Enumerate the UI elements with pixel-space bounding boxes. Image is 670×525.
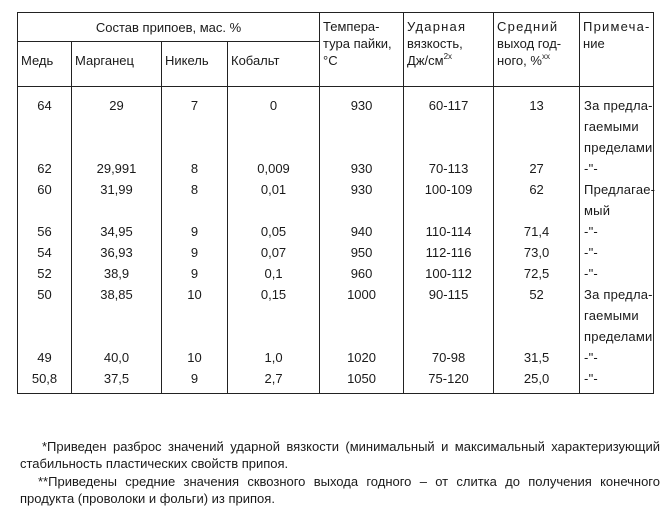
impact-cell: 70-98 <box>404 347 494 368</box>
temperature-cell <box>320 326 404 347</box>
cobalt-cell: 0,07 <box>228 242 320 263</box>
spacer-row <box>18 87 654 96</box>
note-cell: -"- <box>580 263 654 284</box>
cobalt-cell <box>228 305 320 326</box>
nickel-cell: 10 <box>162 284 228 305</box>
note-header <box>580 13 654 87</box>
cobalt-cell: 1,0 <box>228 347 320 368</box>
manganese-cell: 34,95 <box>72 221 162 242</box>
impact-header-line3: Дж/см <box>407 53 444 68</box>
impact-cell <box>404 326 494 347</box>
yield-cell: 73,0 <box>494 242 580 263</box>
temperature-cell: 940 <box>320 221 404 242</box>
table-row <box>18 326 654 347</box>
temperature-cell <box>320 200 404 221</box>
copper-cell: 50 <box>18 284 72 305</box>
yield-cell: 13 <box>494 95 580 116</box>
manganese-cell <box>72 116 162 137</box>
nickel-cell: 9 <box>162 263 228 284</box>
table-row <box>18 263 654 284</box>
note-cell: -"- <box>580 221 654 242</box>
copper-cell: 62 <box>18 158 72 179</box>
temperature-header-line2: тура пайки, <box>323 36 392 51</box>
yield-header-line1: Средний <box>497 19 559 34</box>
manganese-cell: 38,9 <box>72 263 162 284</box>
cobalt-cell: 0,1 <box>228 263 320 284</box>
table-row <box>18 137 654 158</box>
table-row <box>18 95 654 116</box>
yield-cell: 27 <box>494 158 580 179</box>
impact-cell <box>404 200 494 221</box>
footnote-1: *Приведен разброс значений ударной вязкости (минимальный и максимальный характеризующий стабильность пластических свойств припоя. <box>20 439 660 471</box>
yield-cell <box>494 200 580 221</box>
yield-header <box>494 13 580 87</box>
table-row <box>18 305 654 326</box>
copper-cell: 49 <box>18 347 72 368</box>
nickel-header: Никель <box>162 42 228 87</box>
cobalt-cell: 0,15 <box>228 284 320 305</box>
note-cell: гаемыми <box>580 305 654 326</box>
yield-cell: 62 <box>494 179 580 200</box>
copper-cell <box>18 137 72 158</box>
manganese-cell <box>72 305 162 326</box>
manganese-cell: 37,5 <box>72 368 162 389</box>
table-row <box>18 221 654 242</box>
nickel-cell <box>162 326 228 347</box>
temperature-cell: 930 <box>320 158 404 179</box>
yield-cell: 31,5 <box>494 347 580 368</box>
nickel-cell <box>162 116 228 137</box>
note-cell: -"- <box>580 242 654 263</box>
copper-cell <box>18 326 72 347</box>
footnotes <box>20 438 660 507</box>
nickel-cell <box>162 200 228 221</box>
table-end-row <box>18 389 654 394</box>
composition-group-header: Состав припоев, мас. % <box>18 13 320 42</box>
yield-cell <box>494 305 580 326</box>
nickel-cell: 7 <box>162 95 228 116</box>
cobalt-cell: 0,01 <box>228 179 320 200</box>
yield-cell: 52 <box>494 284 580 305</box>
impact-cell <box>404 116 494 137</box>
table-row <box>18 158 654 179</box>
nickel-cell: 8 <box>162 179 228 200</box>
nickel-cell <box>162 305 228 326</box>
manganese-cell: 38,85 <box>72 284 162 305</box>
yield-cell <box>494 116 580 137</box>
temperature-cell: 1000 <box>320 284 404 305</box>
yield-cell: 25,0 <box>494 368 580 389</box>
note-cell: гаемыми <box>580 116 654 137</box>
table-row <box>18 242 654 263</box>
impact-cell: 70-113 <box>404 158 494 179</box>
note-header-line2: ние <box>583 36 605 51</box>
yield-cell: 72,5 <box>494 263 580 284</box>
cobalt-cell: 0 <box>228 95 320 116</box>
impact-cell <box>404 305 494 326</box>
temperature-cell: 1050 <box>320 368 404 389</box>
manganese-cell: 29 <box>72 95 162 116</box>
impact-header-line1: Ударная <box>407 19 467 34</box>
nickel-cell: 9 <box>162 242 228 263</box>
copper-cell <box>18 200 72 221</box>
yield-cell: 71,4 <box>494 221 580 242</box>
impact-cell: 100-109 <box>404 179 494 200</box>
table-row <box>18 116 654 137</box>
temperature-cell <box>320 305 404 326</box>
temperature-header <box>320 13 404 87</box>
manganese-cell <box>72 326 162 347</box>
cobalt-cell <box>228 116 320 137</box>
nickel-cell: 8 <box>162 158 228 179</box>
note-cell: -"- <box>580 347 654 368</box>
temperature-cell: 950 <box>320 242 404 263</box>
solder-composition-table <box>17 12 654 394</box>
temperature-cell <box>320 137 404 158</box>
impact-header <box>404 13 494 87</box>
manganese-cell <box>72 200 162 221</box>
note-cell: -"- <box>580 368 654 389</box>
copper-cell <box>18 116 72 137</box>
temperature-cell: 930 <box>320 95 404 116</box>
note-cell: мый <box>580 200 654 221</box>
note-cell: Предлагае- <box>580 179 654 200</box>
impact-cell: 112-116 <box>404 242 494 263</box>
impact-cell: 75-120 <box>404 368 494 389</box>
cobalt-cell <box>228 137 320 158</box>
copper-cell: 52 <box>18 263 72 284</box>
copper-cell: 60 <box>18 179 72 200</box>
temperature-cell: 1020 <box>320 347 404 368</box>
temperature-cell: 960 <box>320 263 404 284</box>
yield-header-line2: выход год- <box>497 36 562 51</box>
nickel-cell: 9 <box>162 221 228 242</box>
manganese-cell <box>72 137 162 158</box>
manganese-cell: 40,0 <box>72 347 162 368</box>
copper-cell: 56 <box>18 221 72 242</box>
note-cell: пределами <box>580 326 654 347</box>
copper-header: Медь <box>18 42 72 87</box>
cobalt-cell: 0,05 <box>228 221 320 242</box>
impact-cell <box>404 137 494 158</box>
note-cell: За предла- <box>580 95 654 116</box>
impact-cell: 60-117 <box>404 95 494 116</box>
yield-header-line3: ного, % <box>497 53 542 68</box>
yield-cell <box>494 137 580 158</box>
copper-cell: 54 <box>18 242 72 263</box>
table-row <box>18 347 654 368</box>
cobalt-cell <box>228 326 320 347</box>
temperature-header-line1: Темпера- <box>323 19 380 34</box>
manganese-cell: 31,99 <box>72 179 162 200</box>
copper-cell: 50,8 <box>18 368 72 389</box>
footnote-2: **Приведены средние значения сквозного выхода годного – от слитка до получения конечного продукта (проволоки и фольги) из припоя. <box>20 474 660 506</box>
cobalt-header: Кобальт <box>228 42 320 87</box>
table-row <box>18 200 654 221</box>
nickel-cell: 10 <box>162 347 228 368</box>
note-cell: За предла- <box>580 284 654 305</box>
impact-cell: 110-114 <box>404 221 494 242</box>
nickel-cell: 9 <box>162 368 228 389</box>
impact-cell: 100-112 <box>404 263 494 284</box>
impact-header-sup: 2x <box>443 52 453 61</box>
temperature-cell: 930 <box>320 179 404 200</box>
manganese-cell: 29,991 <box>72 158 162 179</box>
manganese-header: Марганец <box>72 42 162 87</box>
temperature-cell <box>320 116 404 137</box>
cobalt-cell <box>228 200 320 221</box>
table-row <box>18 179 654 200</box>
cobalt-cell: 0,009 <box>228 158 320 179</box>
nickel-cell <box>162 137 228 158</box>
impact-cell: 90-115 <box>404 284 494 305</box>
yield-header-sup: xx <box>541 52 550 61</box>
copper-cell <box>18 305 72 326</box>
note-cell: пределами <box>580 137 654 158</box>
table-row <box>18 368 654 389</box>
temperature-header-unit: °С <box>323 53 338 68</box>
table-body <box>18 87 654 394</box>
note-cell: -"- <box>580 158 654 179</box>
manganese-cell: 36,93 <box>72 242 162 263</box>
table-row <box>18 284 654 305</box>
cobalt-cell: 2,7 <box>228 368 320 389</box>
copper-cell: 64 <box>18 95 72 116</box>
impact-header-line2: вязкость, <box>407 36 463 51</box>
note-header-line1: Примеча- <box>583 19 651 34</box>
yield-cell <box>494 326 580 347</box>
